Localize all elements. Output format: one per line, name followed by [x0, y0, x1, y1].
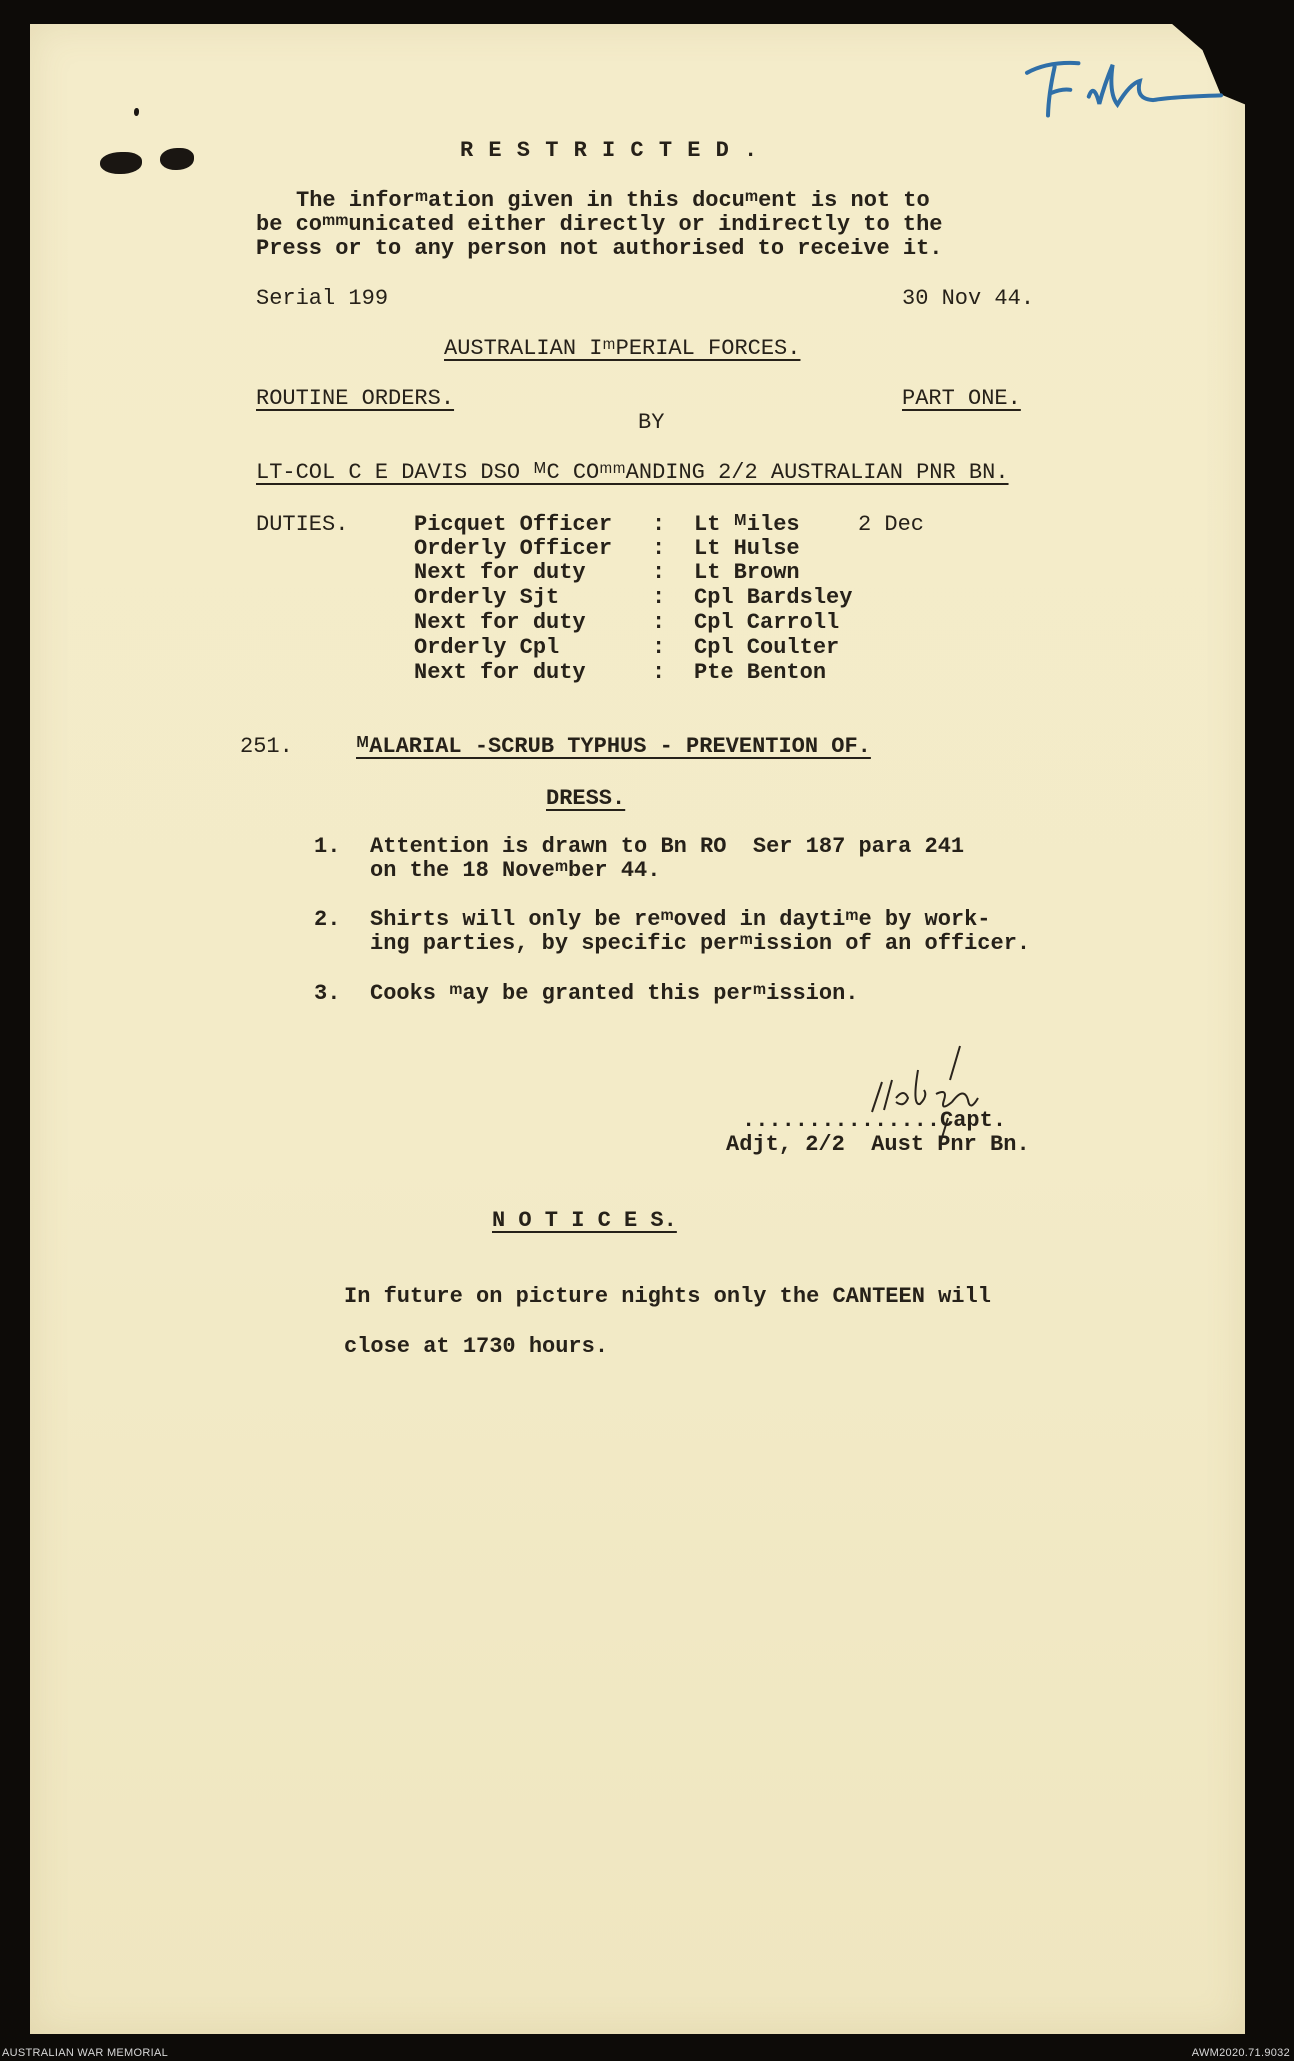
paragraph-number: 1. [314, 834, 341, 859]
duty-role: Orderly Cpl [414, 635, 560, 660]
duty-note: 2 Dec [858, 512, 925, 537]
notice-line-3: Press or to any person not authorised to receive it. [256, 236, 943, 261]
order-title: ᴹALARIAL -SCRUB TYPHUS - PREVENTION OF. [356, 734, 871, 759]
duty-role: Next for duty [414, 610, 586, 635]
part-label: PART ONE. [902, 386, 1021, 411]
duty-sep: : [652, 536, 666, 561]
by-label: BY [638, 410, 665, 435]
notices-line-1: In future on picture nights only the CANTEEN will [344, 1284, 991, 1309]
duty-sep: : [652, 610, 666, 635]
duty-role: Next for duty [414, 660, 586, 685]
paragraph-line: Cooks ᵐay be granted this perᵐission. [370, 981, 859, 1006]
duty-role: Picquet Officer [414, 512, 613, 537]
notices-line-2: close at 1730 hours. [344, 1334, 609, 1359]
order-number: 251. [240, 734, 293, 759]
duty-name: Pte Benton [694, 660, 827, 685]
signature-title: Adjt, 2/2 Aust Pnr Bn. [726, 1132, 1030, 1157]
duty-name: Lt Hulse [694, 536, 800, 561]
paragraph-line: Attention is drawn to Bn RO Ser 187 para 241 [370, 834, 965, 859]
serial-number: Serial 199 [256, 286, 389, 311]
routine-orders-heading: ROUTINE ORDERS. [256, 386, 455, 411]
duty-role: Next for duty [414, 560, 586, 585]
punch-hole-left [100, 152, 142, 174]
order-subtitle: DRESS. [546, 786, 626, 811]
document-date: 30 Nov 44. [902, 286, 1035, 311]
document-page [30, 24, 1245, 2034]
notice-line-2: be coᵐᵐunicated either directly or indirectly to the [256, 212, 943, 237]
notices-heading: N O T I C E S. [492, 1208, 677, 1233]
footer-institution: AUSTRALIAN WAR MEMORIAL [2, 2047, 169, 2059]
duty-sep: : [652, 560, 666, 585]
force-title: AUSTRALIAN IᵐPERIAL FORCES. [444, 336, 801, 361]
notice-line-1: The inforᵐation given in this docuᵐent is not to [296, 188, 930, 213]
duties-label: DUTIES. [256, 512, 349, 537]
restricted-heading: R E S T R I C T E D . [460, 138, 759, 163]
duty-name: Lt ᴹiles [694, 512, 800, 537]
duty-sep: : [652, 585, 666, 610]
handwritten-file-annotation [1007, 36, 1242, 132]
duty-name: Cpl Carroll [694, 610, 840, 635]
commander-line: LT-COL C E DAVIS DSO ᴹC COᵐᵐANDING 2/2 AUSTRALIAN PNR BN. [256, 460, 1009, 485]
signature-capt-line: ...............Capt. [742, 1108, 1007, 1133]
duty-name: Cpl Bardsley [694, 585, 853, 610]
duty-name: Cpl Coulter [694, 635, 840, 660]
duty-role: Orderly Officer [414, 536, 613, 561]
footer-accession-number: AWM2020.71.9032 [1191, 2047, 1290, 2059]
duty-sep: : [652, 635, 666, 660]
duty-sep: : [652, 660, 666, 685]
paragraph-number: 3. [314, 981, 341, 1006]
paragraph-line: on the 18 Noveᵐber 44. [370, 858, 661, 883]
paragraph-number: 2. [314, 907, 341, 932]
paragraph-line: Shirts will only be reᵐoved in daytiᵐe by work- [370, 907, 991, 932]
paragraph-line: ing parties, by specific perᵐission of an officer. [370, 931, 1031, 956]
duty-sep: : [652, 512, 666, 537]
punch-hole-right [160, 148, 194, 170]
duty-name: Lt Brown [694, 560, 800, 585]
ink-speck [134, 108, 139, 116]
duty-role: Orderly Sjt [414, 585, 560, 610]
